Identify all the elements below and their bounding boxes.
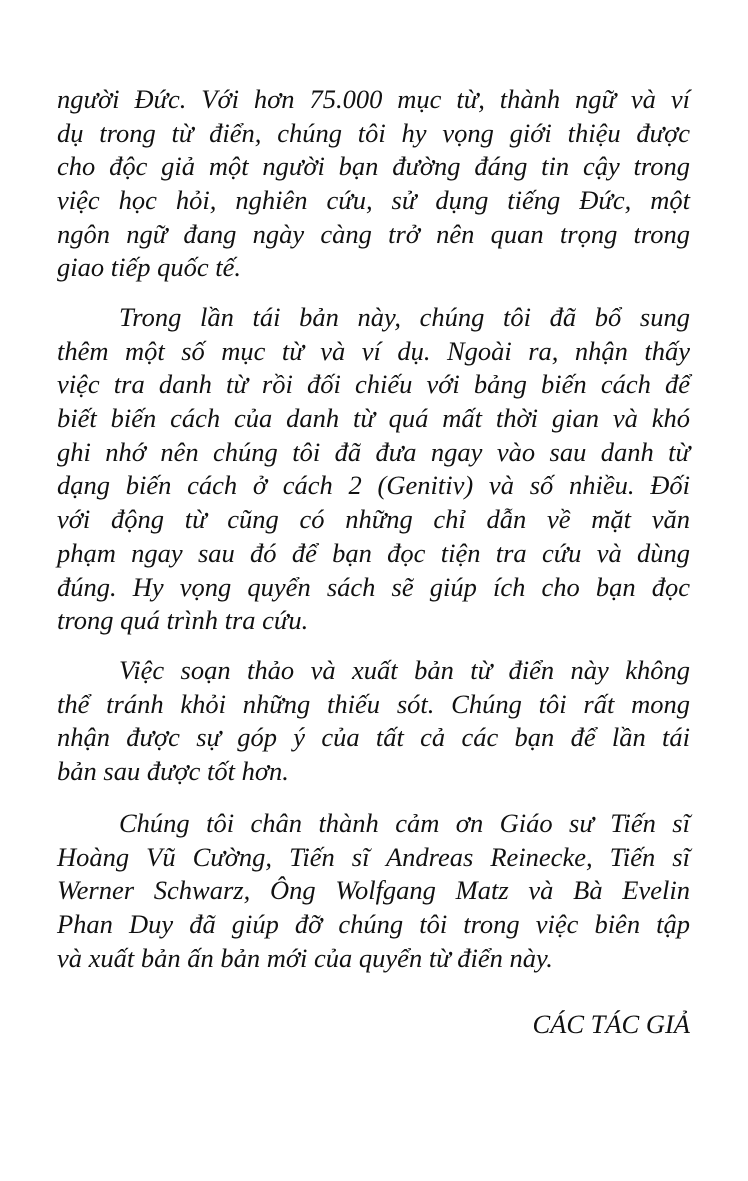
text-line: Việc soạn thảo và xuất bản từ điển này không xyxy=(119,655,690,685)
text-line: giao tiếp quốc tế. xyxy=(57,252,241,283)
text-line: trong quá trình tra cứu. xyxy=(57,605,309,636)
text-line: Trong lần tái bản này, chúng tôi đã bổ sung xyxy=(119,302,690,332)
paragraph-1 xyxy=(57,83,690,285)
text-line: với động từ cũng có những chỉ dẫn về mặt văn xyxy=(57,504,690,535)
paragraph-3 xyxy=(57,654,690,789)
text-line: người Đức. Với hơn 75.000 mục từ, thành ngữ và ví xyxy=(57,84,690,114)
text-line: bản sau được tốt hơn. xyxy=(57,756,289,787)
text-line: biết biến cách của danh từ quá mất thời gian và khó xyxy=(57,403,690,434)
text-line: ghi nhớ nên chúng tôi đã đưa ngay vào sau danh từ xyxy=(57,436,690,467)
text-line: việc học hỏi, nghiên cứu, sử dụng tiếng Đức, một xyxy=(57,185,690,216)
paragraph-2 xyxy=(57,301,690,638)
text-line: Werner Schwarz, Ông Wolfgang Matz và Bà Evelin xyxy=(57,875,690,906)
text-line: Phan Duy đã giúp đỡ chúng tôi trong việc biên tập xyxy=(57,909,690,940)
text-line: đúng. Hy vọng quyển sách sẽ giúp ích cho bạn đọc xyxy=(57,571,690,602)
signature: CÁC TÁC GIẢ xyxy=(532,1009,690,1039)
text-line: cho độc giả một người bạn đường đáng tin cậy trong xyxy=(57,151,690,182)
text-line: dạng biến cách ở cách 2 (Genitiv) và số nhiều. Đối xyxy=(57,470,690,501)
text-line: Chúng tôi chân thành cảm ơn Giáo sư Tiến sĩ xyxy=(119,808,690,838)
text-line: ngôn ngữ đang ngày càng trở nên quan trọng trong xyxy=(57,218,690,249)
text-line: và xuất bản ấn bản mới của quyển từ điển này. xyxy=(57,942,553,973)
paragraph-4 xyxy=(57,807,690,975)
text-line: thêm một số mục từ và ví dụ. Ngoài ra, nhận thấy xyxy=(57,335,690,366)
text-line: thể tránh khỏi những thiếu sót. Chúng tôi rất mong xyxy=(57,688,690,719)
text-line: nhận được sự góp ý của tất cả các bạn để lần tái xyxy=(57,722,690,753)
text-line: việc tra danh từ rồi đối chiếu với bảng biến cách để xyxy=(57,369,690,400)
text-line: Hoàng Vũ Cường, Tiến sĩ Andreas Reinecke, Tiến sĩ xyxy=(57,841,690,872)
text-line: dụ trong từ điển, chúng tôi hy vọng giới thiệu được xyxy=(57,117,690,148)
text-line: phạm ngay sau đó để bạn đọc tiện tra cứu và dùng xyxy=(57,537,690,568)
